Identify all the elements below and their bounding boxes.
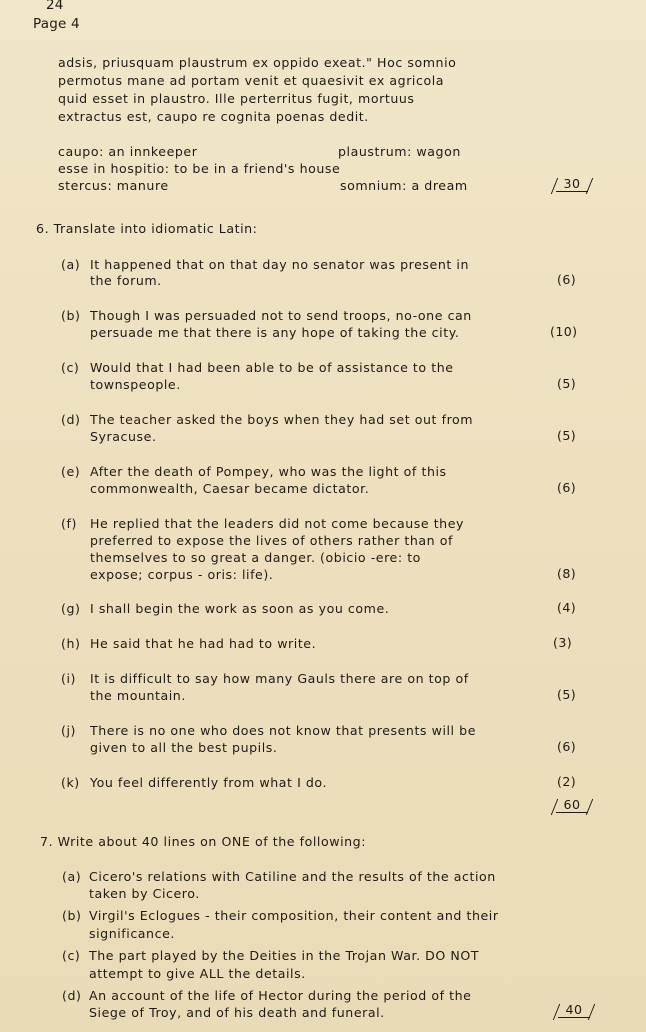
item-text: You feel differently from what I do.	[90, 775, 328, 790]
item-text: persuade me that there is any hope of taking the city.	[90, 325, 460, 340]
item-text: It is difficult to say how many Gauls there are on top of	[90, 671, 469, 686]
item-text: Siege of Troy, and of his death and funeral.	[89, 1005, 385, 1020]
item-text: The part played by the Deities in the Trojan War. DO NOT	[89, 948, 480, 963]
item-label: (k)	[61, 775, 80, 790]
item-text: commonwealth, Caesar became dictator.	[90, 481, 370, 496]
item-label: (b)	[62, 908, 82, 923]
passage-line: extractus est, caupo re cognita poenas dedit.	[58, 109, 369, 124]
item-marks: (5)	[557, 687, 577, 702]
section-total: 30	[550, 176, 594, 193]
item-label: (h)	[61, 636, 81, 651]
item-label: (g)	[61, 601, 81, 616]
item-marks: (8)	[557, 566, 577, 581]
item-label: (b)	[61, 308, 81, 323]
item-label: (a)	[61, 257, 81, 272]
question-heading: 6. Translate into idiomatic Latin:	[36, 221, 258, 236]
item-text: I shall begin the work as soon as you come.	[90, 601, 390, 616]
item-text: the mountain.	[90, 688, 186, 703]
item-text: expose; corpus - oris: life).	[90, 567, 274, 582]
item-marks: (6)	[557, 480, 577, 495]
item-marks: (6)	[557, 272, 577, 287]
passage-line: permotus mane ad portam venit et quaesivit ex agricola	[58, 73, 445, 88]
item-label: (e)	[61, 464, 81, 479]
passage-line: adsis, priusquam plaustrum ex oppido exeat." Hoc somnio	[58, 55, 457, 70]
item-text: It happened that on that day no senator was present in	[90, 257, 469, 272]
item-label: (a)	[62, 869, 82, 884]
section-total: 40	[552, 1002, 596, 1019]
item-text: He said that he had had to write.	[90, 636, 317, 651]
item-label: (i)	[61, 671, 76, 686]
item-text: taken by Cicero.	[89, 886, 200, 901]
item-marks: (6)	[557, 739, 577, 754]
item-marks: (4)	[557, 600, 577, 615]
item-text: the forum.	[90, 273, 162, 288]
glossary-entry: esse in hospitio: to be in a friend's house	[58, 161, 341, 176]
item-text: Would that I had been able to be of assistance to the	[90, 360, 454, 375]
item-text: attempt to give ALL the details.	[89, 966, 306, 981]
glossary-entry: caupo: an innkeeper	[58, 144, 198, 159]
item-text: Syracuse.	[90, 429, 157, 444]
item-text: townspeople.	[90, 377, 181, 392]
item-text: given to all the best pupils.	[90, 740, 278, 755]
item-text: Though I was persuaded not to send troops, no-one can	[90, 308, 472, 323]
item-label: (d)	[61, 412, 81, 427]
item-text: preferred to expose the lives of others rather than of	[90, 533, 453, 548]
glossary-entry: plaustrum: wagon	[338, 144, 461, 159]
item-marks: (3)	[553, 635, 573, 650]
item-text: The teacher asked the boys when they had set out from	[90, 412, 474, 427]
item-marks: (5)	[557, 428, 577, 443]
item-marks: (10)	[550, 324, 578, 339]
passage-line: quid esset in plaustro. Ille perterritus fugit, mortuus	[58, 91, 415, 106]
item-label: (d)	[62, 988, 82, 1003]
item-label: (j)	[61, 723, 76, 738]
glossary-entry: somnium: a dream	[340, 178, 468, 193]
item-label: (c)	[61, 360, 80, 375]
item-marks: (2)	[557, 774, 577, 789]
item-label: (f)	[61, 516, 77, 531]
page-number: 24	[46, 0, 64, 13]
item-text: After the death of Pompey, who was the light of this	[90, 464, 447, 479]
item-text: Cicero's relations with Catiline and the results of the action	[89, 869, 496, 884]
page-label: Page 4	[33, 16, 80, 32]
item-text: An account of the life of Hector during the period of the	[89, 988, 472, 1003]
section-total: 60	[550, 797, 594, 814]
item-text: There is no one who does not know that presents will be	[90, 723, 476, 738]
question-heading: 7. Write about 40 lines on ONE of the following:	[40, 834, 366, 849]
item-text: themselves to so great a danger. (obicio -ere: to	[90, 550, 421, 565]
glossary-entry: stercus: manure	[58, 178, 169, 193]
item-text: significance.	[89, 926, 175, 941]
item-marks: (5)	[557, 376, 577, 391]
item-text: He replied that the leaders did not come because they	[90, 516, 465, 531]
item-label: (c)	[62, 948, 81, 963]
item-text: Virgil's Eclogues - their composition, their content and their	[89, 908, 499, 923]
